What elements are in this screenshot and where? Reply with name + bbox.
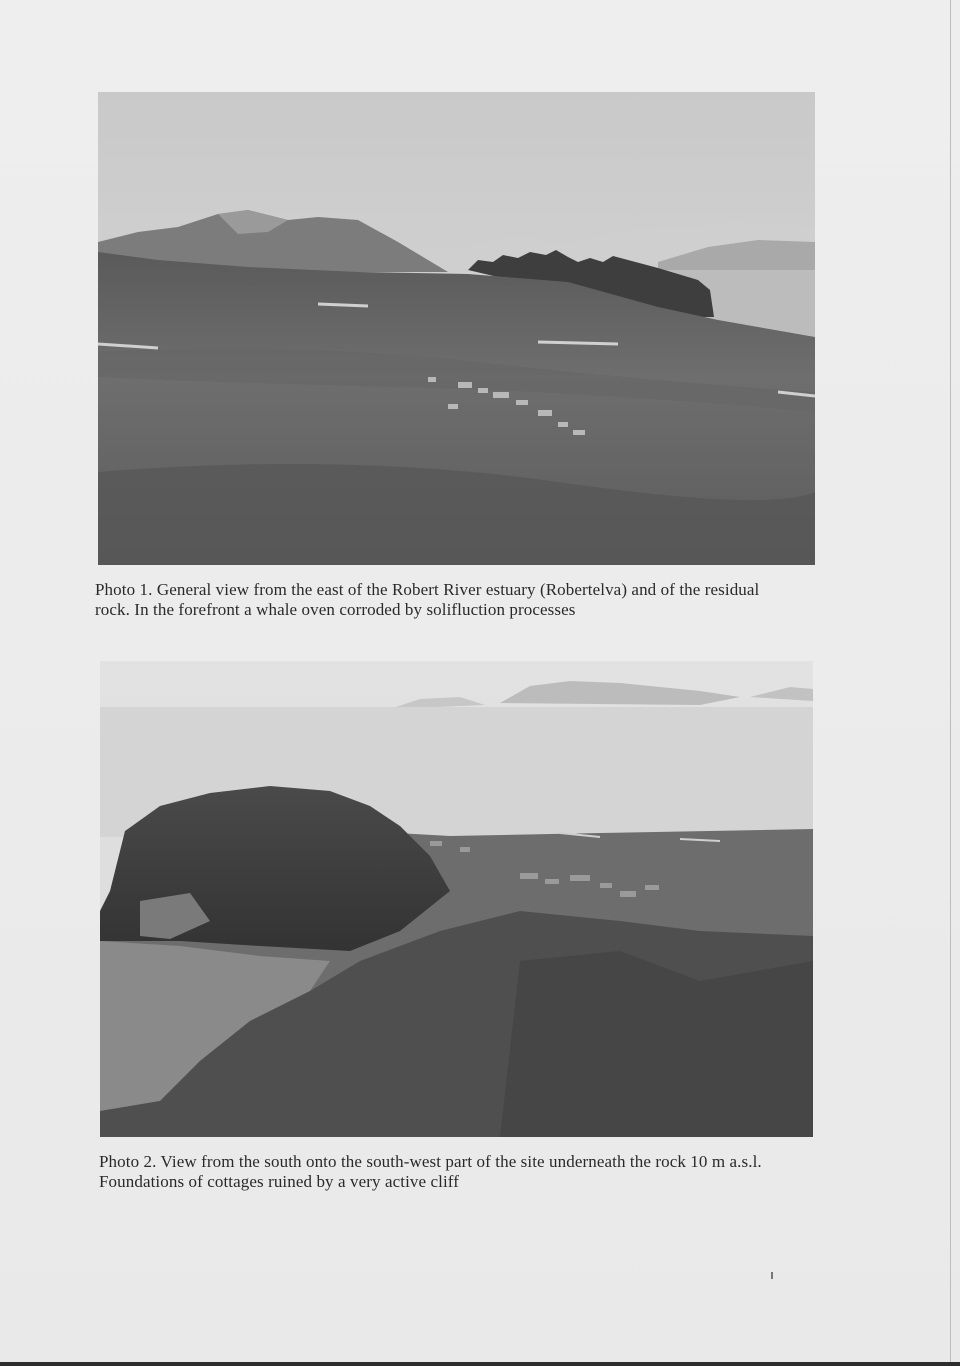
photo-1-caption-line-2: rock. In the forefront a whale oven corroded by solifluction processes: [95, 600, 576, 619]
photo-2-caption-line-1: Photo 2. View from the south onto the south-west part of the site underneath the rock 10 m a.s.l.: [99, 1152, 762, 1171]
photo-2-caption-line-2: Foundations of cottages ruined by a very active cliff: [99, 1172, 459, 1191]
photo-2-caption: [99, 1152, 839, 1192]
photo-1-caption: [95, 580, 825, 620]
page-bottom-border: [0, 1362, 960, 1366]
photo-1-landscape-image: [98, 92, 815, 565]
page-edge-line: [950, 0, 951, 1366]
photo-2-coastline-image: [100, 661, 813, 1137]
scan-mark: [771, 1272, 773, 1279]
photo-1-caption-line-1: Photo 1. General view from the east of the Robert River estuary (Robertelva) and of the residual: [95, 580, 760, 599]
